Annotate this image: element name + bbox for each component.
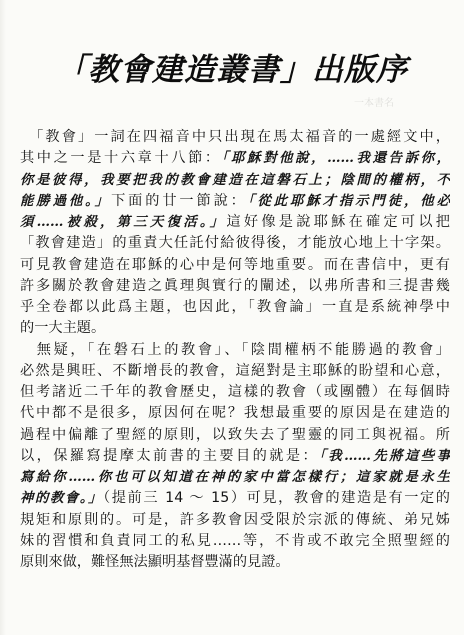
text-run: 「教會建造」的重責大任託付給彼得後，才能放心地上十字架。 xyxy=(20,235,450,252)
text-line xyxy=(20,467,450,487)
text-run: 妹的習慣和負責同工的私見……等，不肯或不敢完全照聖經的 xyxy=(20,532,450,549)
text-line xyxy=(20,488,450,508)
text-run: 下面的廿一節說： xyxy=(111,192,248,209)
text-run: 可見教會建造在耶穌的心中是何等地重要。而在書信中，更有 xyxy=(20,256,450,273)
text-run: 「教會」一詞在四福音中只出現在馬太福音的一處經文中， xyxy=(20,129,450,145)
text-run: 原則來做，難怪無法顯明基督豐滿的見證。 xyxy=(20,554,290,570)
text-run: （提前三 14 ～ 15）可見，教會的建造是有一定的 xyxy=(103,490,450,507)
text-line xyxy=(20,297,450,317)
text-run: 其中之一是十六章十八節： xyxy=(20,150,222,167)
text-run: 以，保羅寫提摩太前書的主要目的就是： xyxy=(20,447,320,464)
text-line xyxy=(20,170,450,190)
text-line xyxy=(20,276,450,296)
text-line xyxy=(20,361,450,381)
text-run: 無疑，「在磐石上的教會」、「陰間權柄不能勝過的教會」 xyxy=(20,341,450,358)
text-run: 的一大主題。 xyxy=(20,320,106,337)
text-line xyxy=(20,552,450,572)
text-line xyxy=(20,233,450,253)
text-line xyxy=(20,212,450,232)
text-run: 但考諸近二千年的教會歷史，這樣的教會（或團體）在每個時 xyxy=(20,384,450,400)
text-line xyxy=(20,340,450,360)
text-line xyxy=(20,148,450,168)
text-run: 這好像是說耶穌在確定可以把 xyxy=(226,214,450,230)
scripture-quote: 「耶穌對他說，……我還告訴你， xyxy=(221,150,450,167)
scripture-quote: 「從此耶穌才指示門徒，他必 xyxy=(247,192,450,209)
page-title: 「教會建造叢書」出版序 xyxy=(56,52,408,88)
scripture-quote: 寫給你……你也可以知道在神的家中當怎樣行；這家就是永生 xyxy=(20,469,450,485)
text-line xyxy=(20,531,450,551)
text-line xyxy=(20,318,450,338)
text-line xyxy=(20,255,450,275)
bleed-through-text: 一本書名 xyxy=(354,98,394,109)
text-run: 乎全卷都以此爲主題，也因此，「教會論」一直是系統神學中 xyxy=(20,299,450,315)
text-line xyxy=(20,382,450,402)
text-line xyxy=(20,510,450,530)
text-line xyxy=(20,403,450,423)
scripture-quote: 須……被殺，第三天復活。」 xyxy=(20,214,227,230)
text-run: 規矩和原則的。可是，許多教會因受限於宗派的傳統、弟兄姊 xyxy=(20,511,450,528)
text-line xyxy=(20,446,450,466)
text-line xyxy=(20,425,450,445)
text-line xyxy=(20,191,450,211)
text-run: 過程中偏離了聖經的原則，以致失去了聖靈的同工與祝福。所 xyxy=(20,426,450,443)
scripture-quote: 你是彼得，我要把我的教會建造在這磐石上；陰間的權柄，不 xyxy=(20,171,450,188)
text-run: 許多關於教會建造之眞理與實行的闡述，以弗所書和三提書幾 xyxy=(20,277,450,294)
scripture-quote: 神的教會。」 xyxy=(20,490,104,507)
text-run: 代中都不是很多，原因何在呢？我想最重要的原因是在建造的 xyxy=(20,405,450,422)
text-run: 必然是興旺、不斷增長的教會，這絕對是主耶穌的盼望和心意， xyxy=(20,362,450,379)
text-line xyxy=(20,127,450,147)
scripture-quote: 能勝過他。」 xyxy=(20,192,112,209)
scripture-quote: 「我……先將這些事 xyxy=(319,447,450,464)
